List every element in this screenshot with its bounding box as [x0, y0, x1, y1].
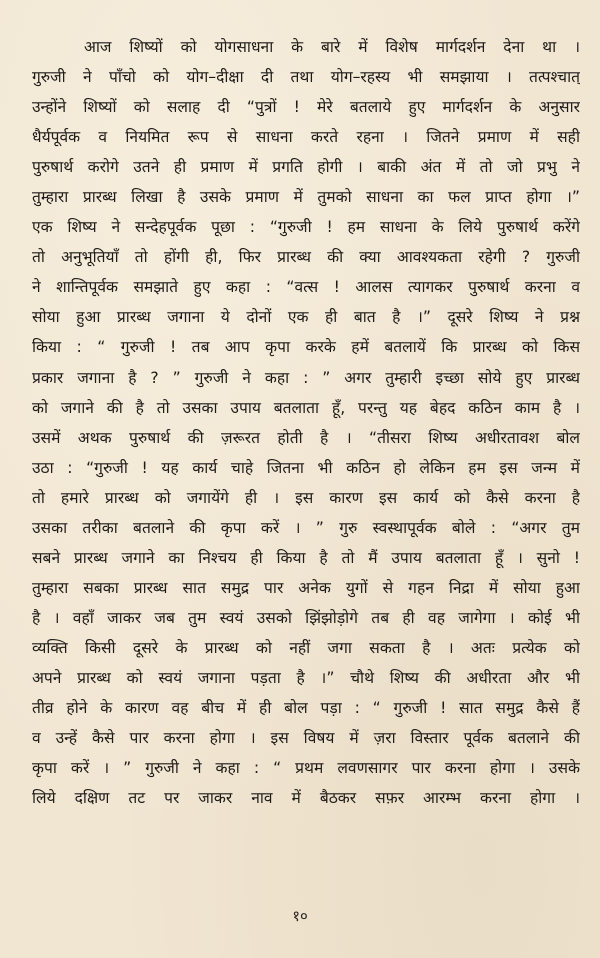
text-line: व्यक्ति किसी दूसरे के प्रारब्ध को नहीं जगा सकता है । अतः प्रत्येक को: [32, 638, 580, 657]
text-line: व उन्हें कैसे पार करना होगा । इस विषय में ज़रा विस्तार पूर्वक बतलाने की: [32, 729, 580, 748]
text-line: प्रकार जगाना है ? ” गुरुजी ने कहा : ” अगर तुम्हारी इच्छा सोये हुए प्रारब्ध: [32, 368, 580, 387]
text-line: एक शिष्य ने सन्देहपूर्वक पूछा : “गुरुजी ! हम साधना के लिये पुरुषार्थ करेंगे: [32, 218, 580, 237]
text-line: उसका तरीका बतलाने की कृपा करें । ” गुरु स्वस्थापूर्वक बोले : “अगर तुम: [32, 518, 580, 537]
page-number: १०: [292, 907, 308, 925]
text-line: तुम्हारा प्रारब्ध लिखा है उसके प्रमाण में तुमको साधना का फल प्राप्त होगा ।”: [32, 188, 580, 207]
text-line: किया : “ गुरुजी ! तब आप कृपा करके हमें बतलायें कि प्रारब्ध को किस: [32, 338, 580, 357]
text-line: तीव्र होने के कारण वह बीच में ही बोल पड़ा : “ गुरुजी ! सात समुद्र कैसे हैं: [32, 699, 580, 718]
text-line: कृपा करें । ” गुरुजी ने कहा : “ प्रथम लवणसागर पार करना होगा । उसके: [32, 759, 580, 778]
text-line: तुम्हारा सबका प्रारब्ध सात समुद्र पार अनेक युगों से गहन निद्रा में सोया हुआ: [32, 578, 580, 597]
text-line: ने शान्तिपूर्वक समझाते हुए कहा : “वत्स ! आलस त्यागकर पुरुषार्थ करना व: [32, 278, 580, 297]
text-line: उठा : “गुरुजी ! यह कार्य चाहे जितना भी कठिन हो लेकिन हम इस जन्म में: [32, 458, 580, 477]
text-line: लिये दक्षिण तट पर जाकर नाव में बैठकर सफ़र आरम्भ करना होगा ।: [32, 789, 580, 808]
text-line: पुरुषार्थ करोगे उतने ही प्रमाण में प्रगति होगी । बाकी अंत में तो जो प्रभु ने: [32, 158, 580, 177]
text-line: अपने प्रारब्ध को स्वयं जगाना पड़ता है ।” चौथे शिष्य की अधीरता और भी: [32, 668, 580, 687]
text-line: आज शिष्यों को योगसाधना के बारे में विशेष मार्गदर्शन देना था ।: [84, 38, 580, 56]
text-line: तो हमारे प्रारब्ध को जगायेंगे ही । इस कारण इस कार्य को कैसे करना है: [32, 488, 580, 507]
text-line: सोया हुआ प्रारब्ध जगाना ये दोनों एक ही बात है ।” दूसरे शिष्य ने प्रश्न: [32, 308, 580, 327]
text-line: तो अनुभूतियाँ तो होंगी ही, फिर प्रारब्ध की क्या आवश्यकता रहेगी ? गुरुजी: [32, 248, 580, 267]
text-line: धैर्यपूर्वक व नियमित रूप से साधना करते रहना । जितने प्रमाण में सही: [32, 128, 580, 147]
text-line: उन्होंने शिष्यों को सलाह दी “पुत्रों ! मेरे बतलाये हुए मार्गदर्शन के अनुसार: [32, 98, 580, 117]
body-paragraph: [32, 32, 580, 813]
text-line: है । वहाँ जाकर जब तुम स्वयं उसको झिंझोड़ोगे तब ही वह जागेगा । कोई भी: [32, 608, 580, 627]
text-line: सबने प्रारब्ध जगाने का निश्चय ही किया है तो मैं उपाय बतलाता हूँ । सुनो !: [32, 548, 580, 567]
text-line: उसमें अथक पुरुषार्थ की ज़रूरत होती है । “तीसरा शिष्य अधीरतावश बोल: [32, 428, 580, 447]
text-line: को जगाने की है तो उसका उपाय बतलाता हूँ, परन्तु यह बेहद कठिन काम है ।: [32, 398, 580, 417]
text-line: गुरुजी ने पाँचो को योग–दीक्षा दी तथा योग–रहस्य भी समझाया । तत्पश्चात्: [32, 68, 580, 87]
